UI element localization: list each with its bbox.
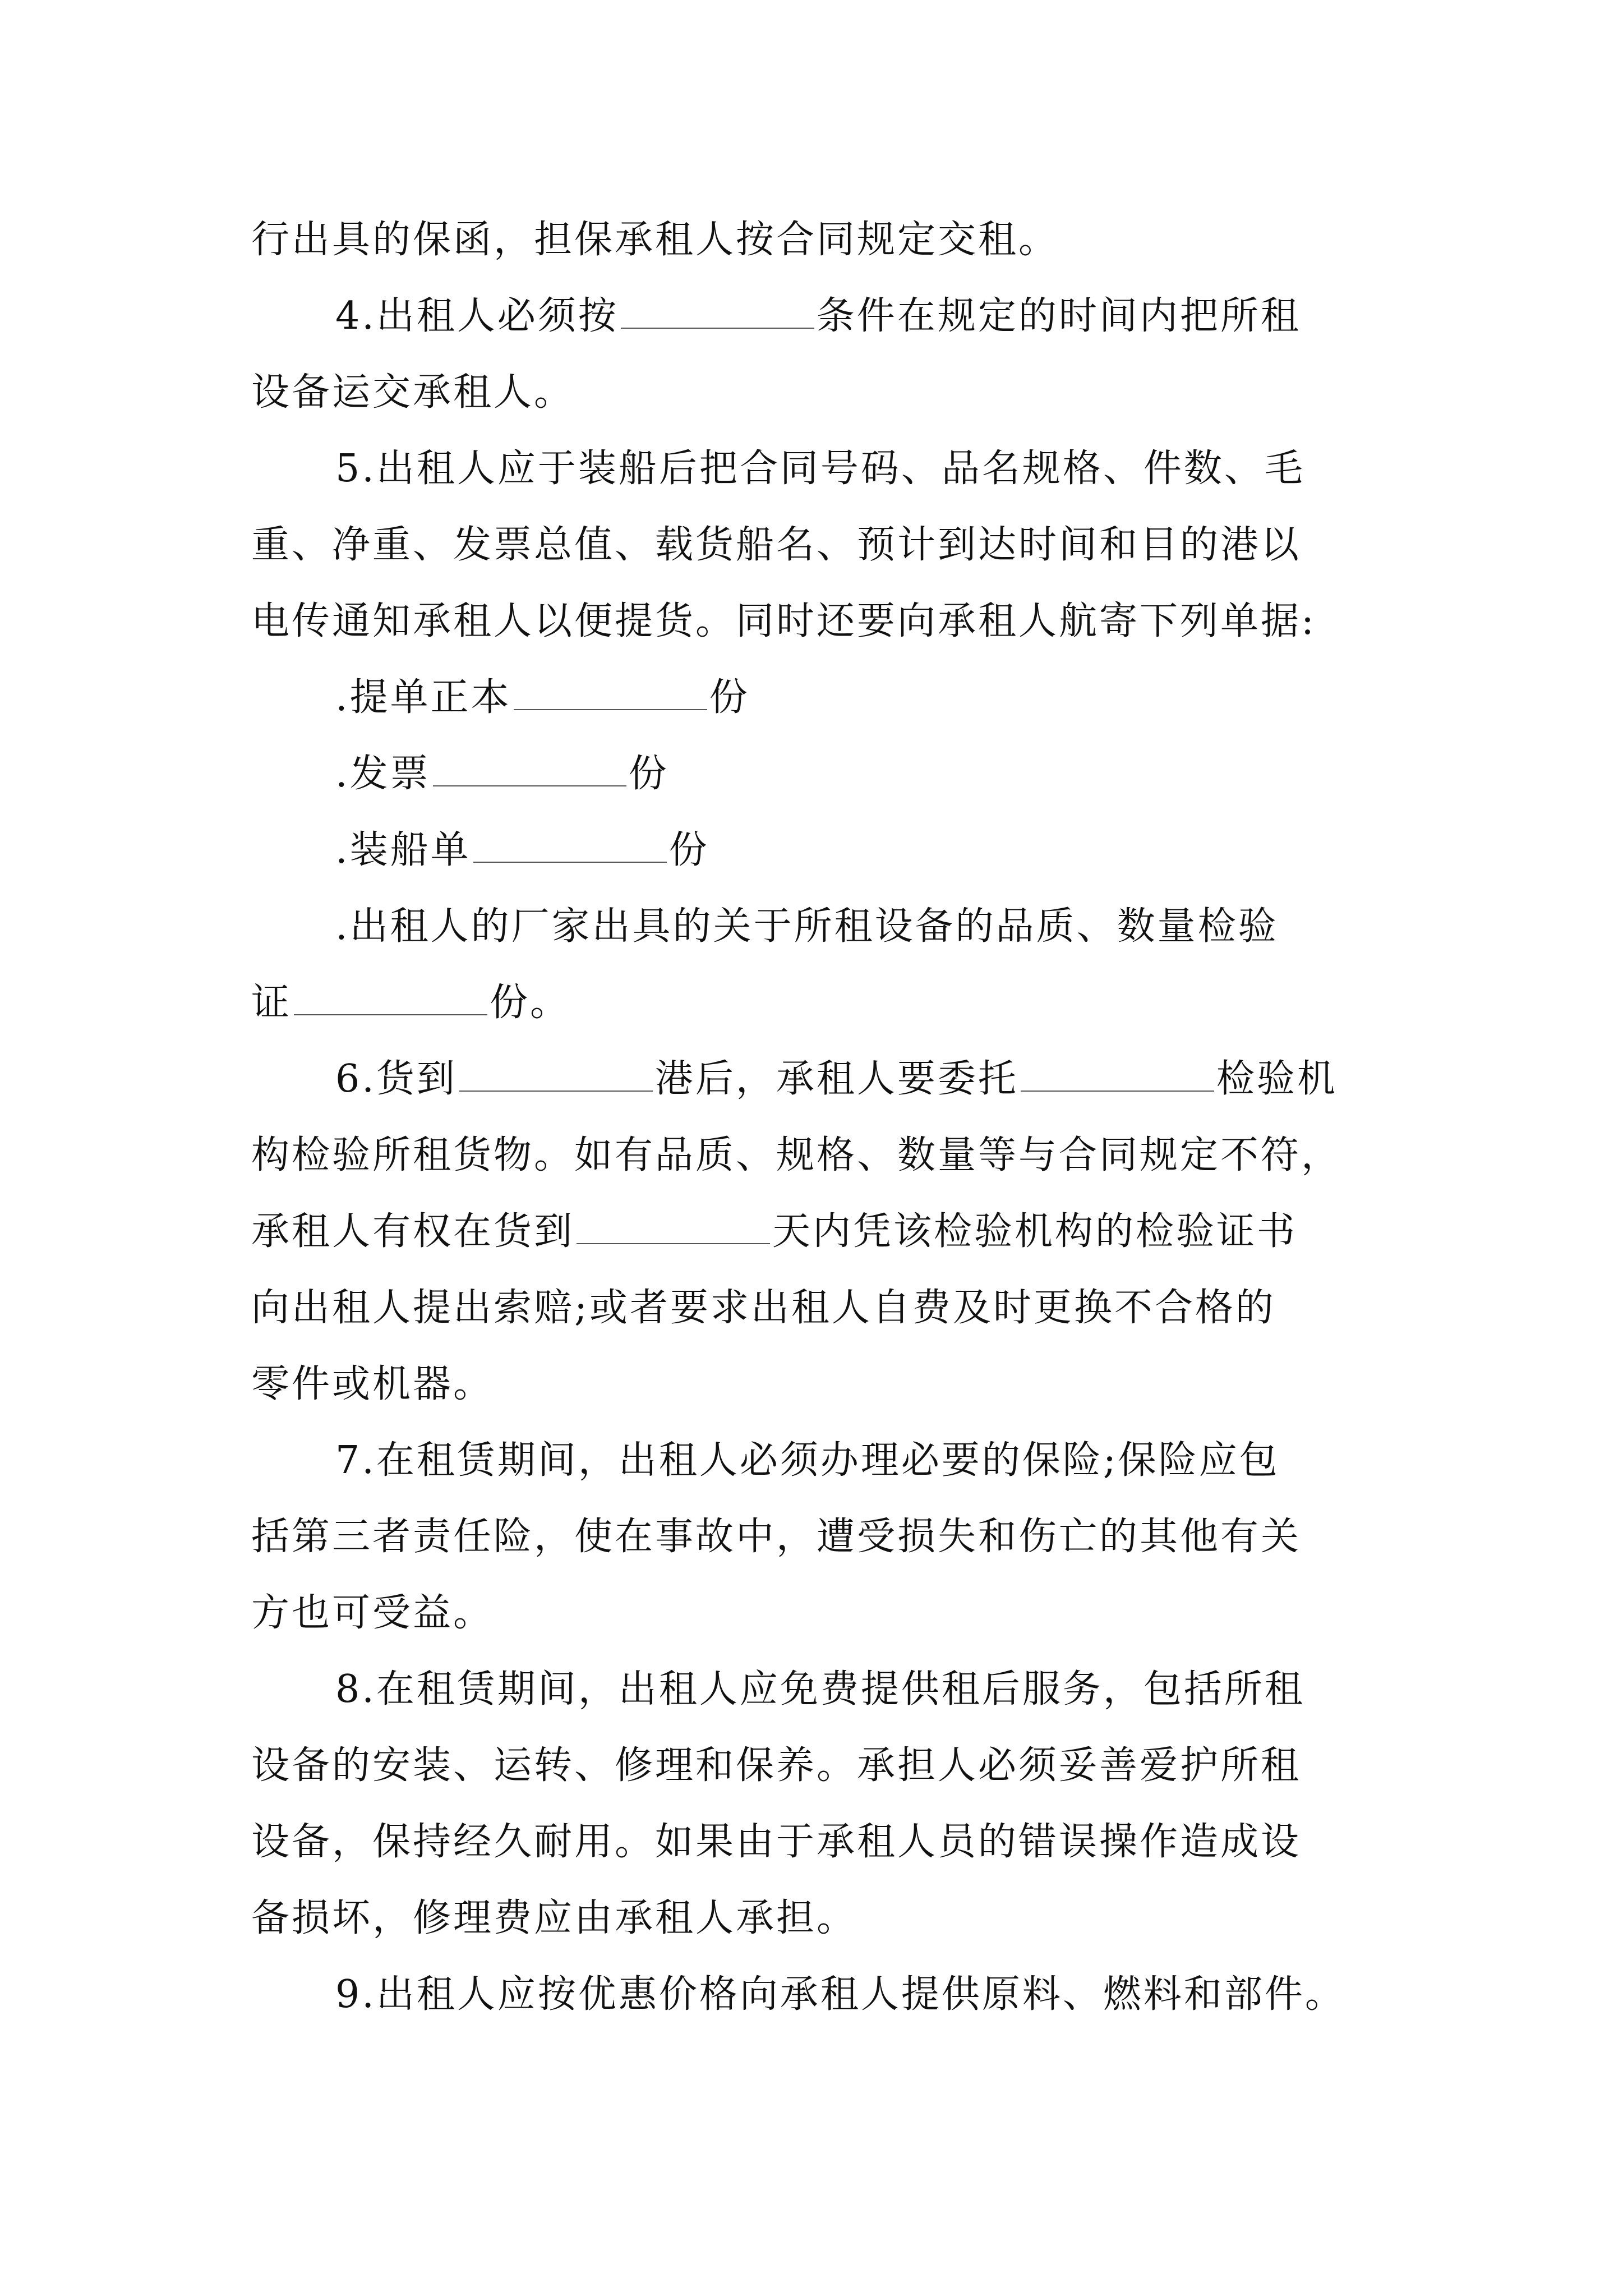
clause-5-line [251,431,1390,507]
text-segment: 证 [251,981,292,1025]
text-segment: 4.出租人必须按 [335,294,619,338]
text-line [251,507,1390,583]
document-list-item [251,889,1390,965]
text-segment: 零件或机器。 [251,1362,494,1406]
text-segment: 港后，承租人要委托 [654,1057,1018,1101]
fill-in-blank [473,817,667,863]
text-segment: 天内凭该检验机构的检验证书 [772,1209,1298,1254]
text-segment: 括第三者责任险，使在事故中，遭受损失和伤亡的其他有关 [251,1515,1302,1559]
text-line [251,1346,1390,1423]
document-page [251,202,1390,2033]
text-segment: 设备的安装、运转、修理和保养。承担人必须妥善爱护所租 [251,1743,1302,1788]
text-segment: 5.出租人应于装船后把合同号码、品名规格、件数、毛 [335,447,1305,491]
clause-9-line [251,1957,1390,2033]
text-segment: 条件在规定的时间内把所租 [816,294,1301,338]
text-segment: 份。 [490,981,571,1025]
text-segment: 电传通知承租人以便提货。同时还要向承租人航寄下列单据: [251,599,1316,643]
text-segment: 向出租人提出索赔;或者要求出租人自费及时更换不合格的 [251,1286,1276,1330]
fill-in-blank [577,1198,770,1244]
text-segment: 9.出租人应按优惠价格向承租人提供原料、燃料和部件。 [335,1972,1345,2017]
fill-in-blank [294,969,487,1015]
text-segment: 备损坏，修理费应由承租人承担。 [251,1896,857,1940]
text-segment: .提单正本 [335,675,511,720]
fill-in-blank [1021,1046,1214,1092]
clause-6-line [251,1041,1390,1117]
fill-in-blank [433,740,626,786]
text-line [251,1270,1390,1346]
fill-in-blank [514,664,707,710]
text-line [251,1194,1390,1270]
text-line [251,1880,1390,1957]
text-segment: 7.在租赁期间，出租人必须办理必要的保险;保险应包 [335,1438,1280,1483]
fill-in-blank [621,283,814,329]
clause-4-line [251,278,1390,355]
text-segment: .装船单 [335,828,471,872]
text-segment: 8.在租赁期间，出租人应免费提供租后服务，包括所租 [335,1667,1305,1711]
text-segment: 份 [668,828,709,872]
text-line [251,202,1390,278]
text-segment: 设备，保持经久耐用。如果由于承租人员的错误操作造成设 [251,1820,1302,1864]
text-segment: 设备运交承租人。 [251,370,575,415]
text-line [251,1117,1390,1194]
text-line [251,1728,1390,1804]
text-segment: 份 [628,752,669,796]
document-list-item [251,736,1390,812]
text-segment: .出租人的厂家出具的关于所租设备的品质、数量检验 [335,904,1279,949]
text-segment: .发票 [335,752,431,796]
clause-8-line [251,1651,1390,1728]
text-segment: 份 [709,675,750,720]
document-list-item [251,660,1390,736]
text-segment: 承租人有权在货到 [251,1209,575,1254]
text-segment: 行出具的保函，担保承租人按合同规定交租。 [251,218,1059,262]
text-line [251,1499,1390,1575]
text-segment: 重、净重、发票总值、载货船名、预计到达时间和目的港以 [251,523,1302,567]
text-segment: 6.货到 [335,1057,457,1101]
text-line [251,965,1390,1041]
fill-in-blank [459,1046,653,1092]
text-line [251,583,1390,660]
text-line [251,1804,1390,1880]
clause-7-line [251,1423,1390,1499]
text-line [251,355,1390,431]
text-line [251,1575,1390,1651]
document-list-item [251,812,1390,889]
text-segment: 方也可受益。 [251,1591,494,1635]
text-segment: 检验机 [1216,1057,1338,1101]
text-segment: 构检验所租货物。如有品质、规格、数量等与合同规定不符， [251,1133,1342,1177]
